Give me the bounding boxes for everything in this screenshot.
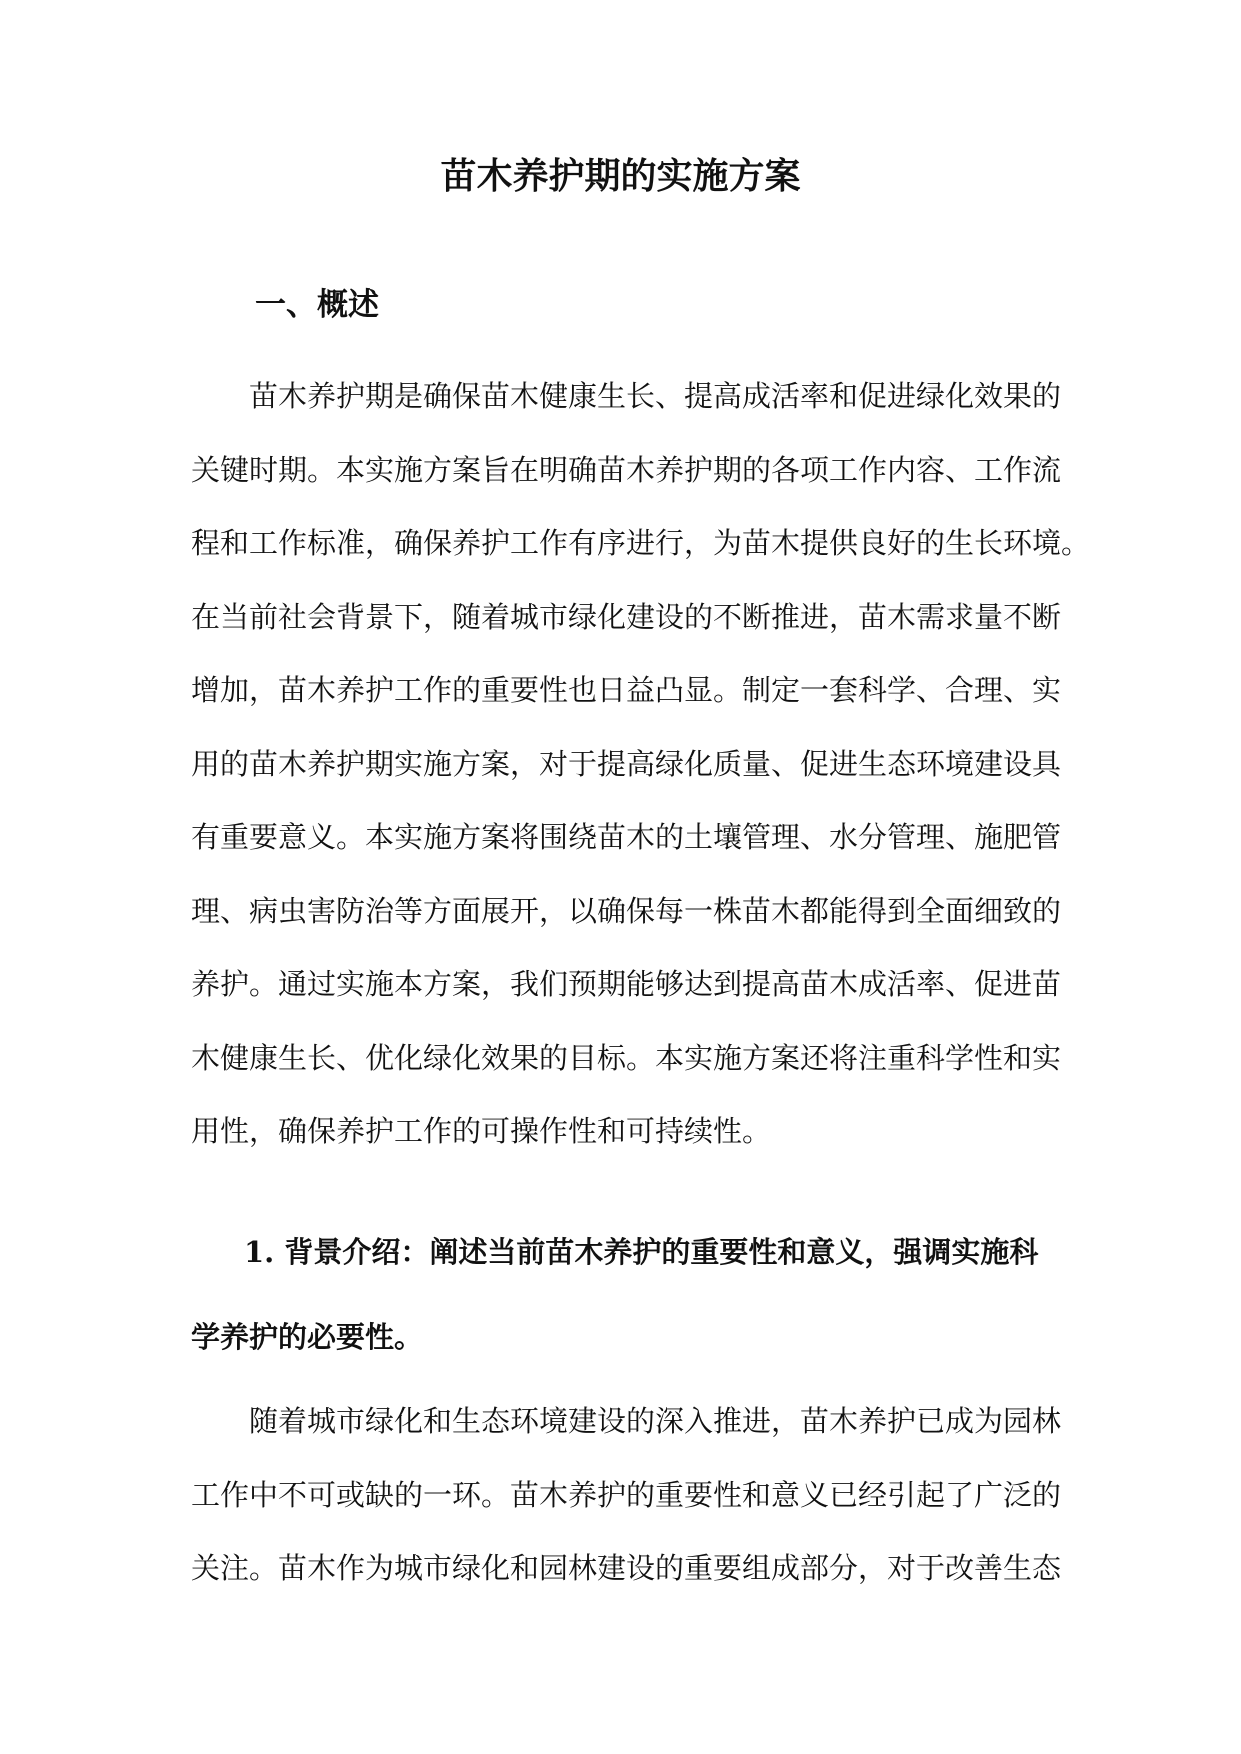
paragraph-line: 用性，确保养护工作的可操作性和可持续性。 <box>191 1114 772 1148</box>
overview-paragraph <box>191 360 1091 1169</box>
paragraph-line: 理、病虫害防治等方面展开，以确保每一株苗木都能得到全面细致的 <box>191 893 1062 928</box>
paragraph-line: 用的苗木养护期实施方案，对于提高绿化质量、促进生态环境建设具 <box>191 746 1062 781</box>
paragraph-line: 随着城市绿化和生态环境建设的深入推进，苗木养护已成为园林 <box>249 1404 1062 1438</box>
document-title: 苗木养护期的实施方案 <box>440 155 801 197</box>
subheading-line: 1. 背景介绍：阐述当前苗木养护的重要性和意义，强调实施科 <box>244 1235 1039 1269</box>
paragraph-line: 工作中不可或缺的一环。苗木养护的重要性和意义已经引起了广泛的 <box>191 1477 1062 1512</box>
paragraph-line: 关键时期。本实施方案旨在明确苗木养护期的各项工作内容、工作流 <box>191 452 1062 487</box>
paragraph-line: 木健康生长、优化绿化效果的目标。本实施方案还将注重科学性和实 <box>191 1040 1062 1075</box>
background-paragraph <box>191 1385 1062 1606</box>
paragraph-line: 在当前社会背景下，随着城市绿化建设的不断推进，苗木需求量不断 <box>191 599 1062 634</box>
paragraph-line: 苗木养护期是确保苗木健康生长、提高成活率和促进绿化效果的 <box>249 379 1062 413</box>
section-heading: 一、概述 <box>255 287 379 323</box>
paragraph-line: 养护。通过实施本方案，我们预期能够达到提高苗木成活率、促进苗 <box>191 967 1062 1001</box>
subheading-line: 学养护的必要性。 <box>191 1320 424 1354</box>
paragraph-line: 增加，苗木养护工作的重要性也日益凸显。制定一套科学、合理、实 <box>191 673 1062 707</box>
paragraph-line: 有重要意义。本实施方案将围绕苗木的土壤管理、水分管理、施肥管 <box>191 820 1062 854</box>
paragraph-line: 关注。苗木作为城市绿化和园林建设的重要组成部分，对于改善生态 <box>191 1551 1062 1585</box>
paragraph-line: 程和工作标准，确保养护工作有序进行，为苗木提供良好的生长环境。 <box>191 526 1091 560</box>
background-subheading <box>191 1210 1061 1380</box>
